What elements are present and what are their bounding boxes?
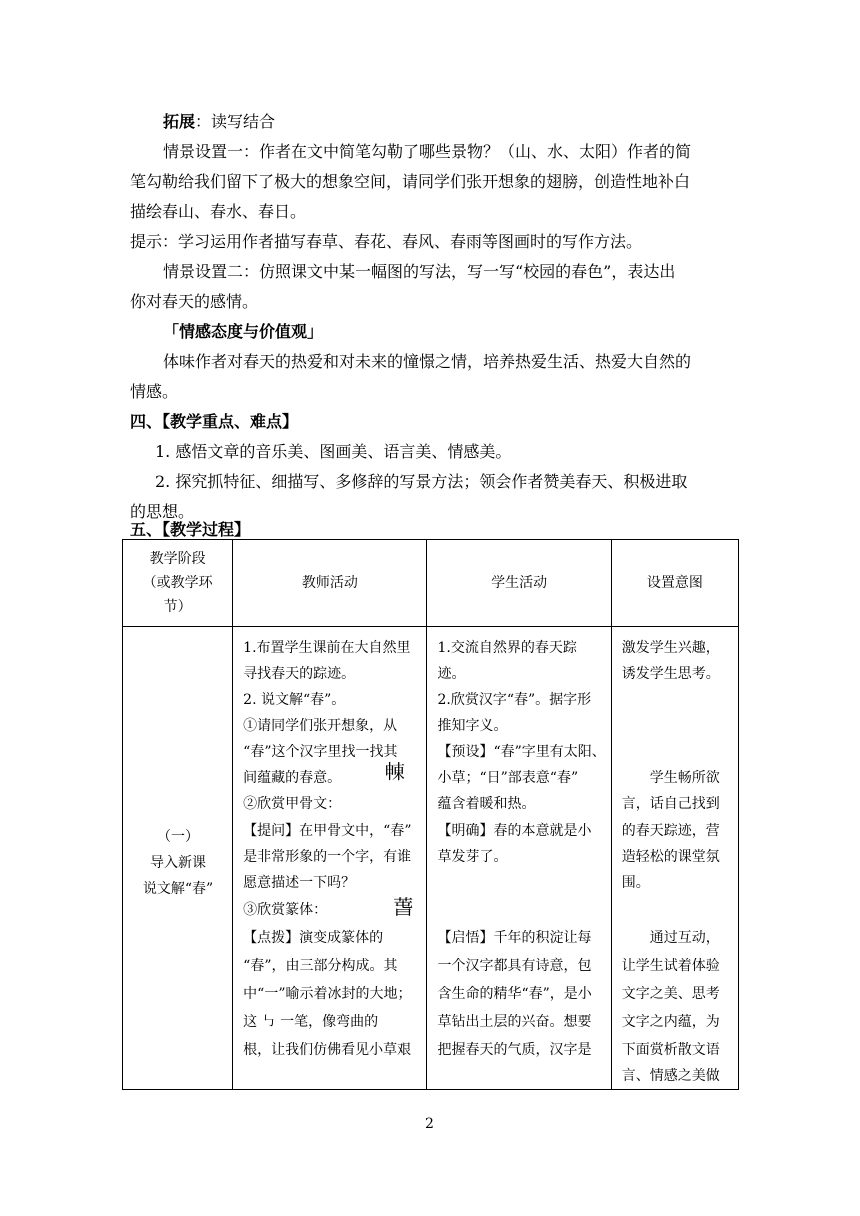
extension-label: 拓展 [163, 112, 196, 131]
intent-line: 下面赏析散文语 [621, 1042, 720, 1058]
student-line: 草发芽了。 [437, 849, 508, 865]
key-point-2-cont: 的思想。 [130, 502, 195, 521]
teaching-process-table [122, 539, 739, 1090]
student-line: 【明确】春的本意就是小 [437, 823, 592, 839]
extension-text: ：读写结合 [195, 112, 276, 131]
key-point-1: 1. 感悟文章的音乐美、图画美、语言美、情感美。 [155, 442, 512, 461]
teacher-line: 1.布置学生课前在大自然里 [243, 640, 411, 656]
emotion-line-1: 体味作者对春天的热爱和对未来的憧憬之情，培养热爱生活、热爱大自然的 [163, 352, 692, 371]
teacher-line: 根，让我们仿佛看见小草艰 [243, 1042, 412, 1058]
teacher-line: ③欣赏篆体： [243, 902, 328, 918]
header-stage-line-3: 节） [163, 599, 192, 615]
emotion-values-heading: 「情感态度与价值观」 [163, 322, 324, 341]
student-line: 草钻出土层的兴奋。想要 [437, 1014, 592, 1030]
teacher-line: 【点拨】演变成篆体的 [243, 930, 384, 946]
stage-name: 导入新课 [150, 855, 206, 871]
stage-subtitle: 说文解“春” [142, 881, 214, 897]
stage-number: （一） [157, 829, 199, 845]
teacher-line: 2. 说文解“春”。 [243, 692, 346, 708]
student-line: 2.欣赏汉字“春”。据字形 [437, 692, 592, 708]
teacher-line: 愿意描述一下吗？ [243, 875, 356, 891]
intent-line: 文字之美、思考 [621, 986, 720, 1002]
scenario-one-line-3: 描绘春山、春水、春日。 [130, 202, 307, 221]
intent-line: 让学生试着体验 [621, 958, 720, 974]
section4-title: 四、【教学重点、难点】 [130, 412, 299, 431]
teacher-line: 中“一”喻示着冰封的大地； [243, 986, 412, 1002]
student-line: 含生命的精华“春”，是小 [437, 986, 592, 1002]
teacher-line: “春”，由三部分构成。其 [243, 958, 398, 974]
header-stage-line-1: 教学阶段 [149, 551, 206, 567]
teacher-line: “春”这个汉字里找一找其 [243, 744, 398, 760]
student-line: 迹。 [437, 666, 466, 682]
teacher-line: ②欣赏甲骨文： [243, 796, 342, 812]
teacher-line: 这 ㇉ 一笔，像弯曲的 [243, 1014, 379, 1030]
student-line: 【启悟】千年的积淀让每 [437, 930, 592, 946]
teacher-line: 【提问】在甲骨文中，“春” [243, 823, 412, 839]
teacher-line: ①请同学们张开想象，从 [243, 718, 398, 734]
key-point-2: 2. 探究抓特征、细描写、多修辞的写景方法；领会作者赞美春天、积极进取 [155, 472, 688, 491]
teacher-activity-cell [233, 627, 427, 1090]
intent-line: 的春天踪迹，营 [621, 823, 720, 839]
hint-line: 提示：学习运用作者描写春草、春花、春风、春雨等图画时的写作方法。 [130, 232, 643, 251]
teacher-line: 寻找春天的踪迹。 [243, 666, 356, 682]
paragraph-extension [163, 111, 275, 133]
student-activity-cell [427, 627, 611, 1090]
table-header-row [123, 540, 739, 627]
intent-line: 造轻松的课堂氛 [621, 849, 720, 865]
intent-line: 言，话自己找到 [621, 796, 720, 812]
header-stage [123, 540, 233, 627]
student-line: 1.交流自然界的春天踪 [437, 640, 577, 656]
emotion-line-2: 情感。 [130, 382, 179, 401]
header-intent: 设置意图 [611, 540, 738, 627]
seal-script-chun-glyph: 萅 [393, 895, 414, 919]
header-student-activity: 学生活动 [427, 540, 611, 627]
oracle-bone-chun-glyph: 𣌾 [385, 760, 406, 784]
intent-line: 学生畅所欲 [649, 770, 720, 786]
student-line: 把握春天的气质，汉字是 [437, 1042, 592, 1058]
scenario-one-line-2: 笔勾勒给我们留下了极大的想象空间，请同学们张开想象的翅膀，创造性地补白 [130, 172, 691, 191]
student-line: 蕴含着暖和热。 [437, 796, 536, 812]
student-line: 一个汉字都具有诗意，包 [437, 958, 592, 974]
scenario-two-line-1: 情景设置二：仿照课文中某一幅图的写法，写一写“校园的春色”，表达出 [163, 262, 676, 281]
intent-line: 围。 [621, 875, 650, 891]
teacher-line: 间蕴藏的春意。 [243, 770, 342, 786]
scenario-one-line-1: 情景设置一：作者在文中简笔勾勒了哪些景物？（山、水、太阳）作者的简 [163, 142, 692, 161]
intent-line: 诱发学生思考。 [621, 666, 720, 682]
table-row [123, 627, 739, 1090]
intent-line: 激发学生兴趣， [621, 640, 720, 656]
intent-line: 文字之内蕴，为 [621, 1014, 720, 1030]
header-teacher-activity: 教师活动 [233, 540, 427, 627]
student-line: 小草；“日”部表意“春” [437, 770, 579, 786]
scenario-two-line-2: 你对春天的感情。 [130, 292, 259, 311]
stage-cell [123, 627, 233, 1090]
intent-cell [611, 627, 738, 1090]
teacher-line: 是非常形象的一个字，有谁 [243, 849, 412, 865]
student-line: 【预设】“春”字里有太阳、 [437, 744, 606, 760]
intent-line: 通过互动， [649, 930, 720, 946]
section5-title: 五、【教学过程】 [130, 520, 251, 539]
stage-label [123, 824, 233, 902]
page-number: 2 [425, 1116, 434, 1132]
student-line: 推知字义。 [437, 718, 508, 734]
header-stage-line-2: （或教学环 [142, 575, 213, 591]
intent-line: 言、情感之美做 [621, 1068, 720, 1084]
